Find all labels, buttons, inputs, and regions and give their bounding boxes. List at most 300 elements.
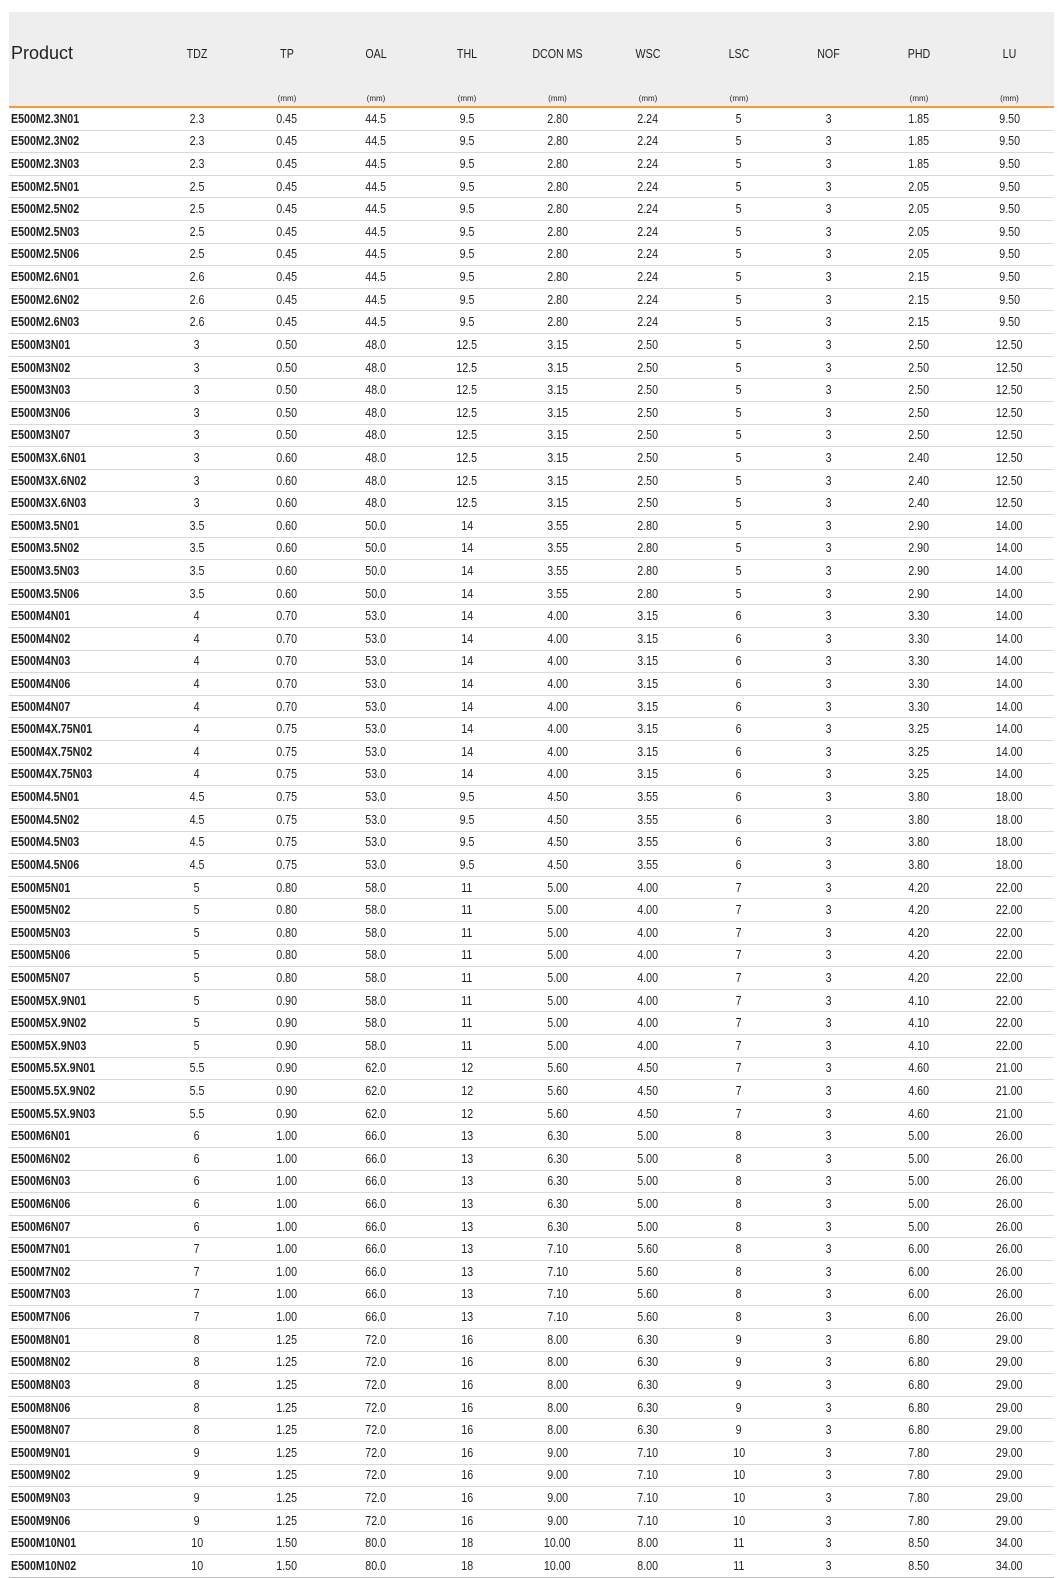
value-cell — [694, 221, 784, 244]
value-cell — [602, 175, 694, 198]
cell-text: 50.0 — [365, 540, 387, 556]
cell-text: 3 — [825, 1037, 832, 1053]
value-cell — [602, 334, 694, 357]
cell-text: 9 — [736, 1354, 742, 1370]
table-row — [9, 1148, 1054, 1171]
value-cell — [784, 1012, 873, 1035]
cell-text: 3 — [825, 766, 832, 782]
cell-text: 3.55 — [547, 540, 568, 556]
value-cell — [243, 334, 331, 357]
value-cell — [331, 831, 421, 854]
product-code-cell — [9, 695, 151, 718]
value-cell — [965, 989, 1054, 1012]
cell-text: 11 — [461, 1015, 473, 1031]
cell-text: 7.10 — [547, 1241, 568, 1257]
product-code-cell — [9, 989, 151, 1012]
product-code-cell — [9, 650, 151, 673]
value-cell — [421, 356, 513, 379]
cell-text: 7.80 — [908, 1489, 930, 1505]
cell-text: 9.5 — [459, 178, 475, 194]
value-cell — [331, 1261, 421, 1284]
value-cell — [421, 944, 513, 967]
column-header-wsc: WSC — [635, 45, 661, 61]
cell-text: 72.0 — [365, 1444, 387, 1460]
value-cell — [694, 741, 784, 764]
product-code-cell — [9, 1351, 151, 1374]
value-cell — [421, 537, 513, 560]
value-cell — [602, 673, 694, 696]
value-cell — [784, 763, 873, 786]
value-cell — [513, 921, 602, 944]
value-cell — [151, 1328, 243, 1351]
cell-text: 7.10 — [637, 1467, 659, 1483]
cell-text: 16 — [461, 1512, 473, 1528]
value-cell — [694, 266, 784, 289]
value-cell — [331, 560, 421, 583]
cell-text: 4.00 — [547, 698, 568, 714]
product-code-cell — [9, 1238, 151, 1261]
cell-text: 22.00 — [996, 924, 1023, 940]
cell-text: 58.0 — [365, 969, 387, 985]
value-cell — [513, 1012, 602, 1035]
value-cell — [965, 356, 1054, 379]
value-cell — [331, 921, 421, 944]
value-cell — [965, 718, 1054, 741]
value-cell — [965, 514, 1054, 537]
cell-text: 4.00 — [637, 879, 659, 895]
value-cell — [513, 198, 602, 221]
value-cell — [243, 1080, 331, 1103]
cell-text: E500M6N02 — [11, 1150, 71, 1166]
cell-text: 5.60 — [637, 1309, 659, 1325]
cell-text: 29.00 — [996, 1331, 1023, 1347]
cell-text: 5 — [736, 178, 742, 194]
value-cell — [873, 1057, 965, 1080]
cell-text: 10 — [191, 1557, 203, 1573]
value-cell — [421, 1012, 513, 1035]
cell-text: 14.00 — [996, 608, 1023, 624]
product-code-cell — [9, 628, 151, 651]
value-cell — [965, 1441, 1054, 1464]
cell-text: 5 — [736, 495, 742, 511]
cell-text: 3 — [825, 1309, 832, 1325]
value-cell — [513, 469, 602, 492]
table-row — [9, 786, 1054, 809]
value-cell — [602, 514, 694, 537]
cell-text: 7 — [194, 1241, 200, 1257]
cell-text: 2.80 — [547, 291, 568, 307]
value-cell — [331, 514, 421, 537]
cell-text: 7 — [736, 924, 742, 940]
value-cell — [694, 1374, 784, 1397]
value-cell — [421, 311, 513, 334]
cell-text: 7 — [736, 969, 742, 985]
table-row — [9, 243, 1054, 266]
cell-text: 9 — [194, 1489, 200, 1505]
product-code-cell — [9, 492, 151, 515]
cell-text: 5 — [736, 291, 742, 307]
cell-text: 2.80 — [547, 223, 568, 239]
cell-text: 12 — [461, 1060, 473, 1076]
value-cell — [151, 401, 243, 424]
cell-text: 2.90 — [908, 562, 930, 578]
cell-text: 8.00 — [547, 1422, 568, 1438]
cell-text: 14.00 — [996, 585, 1023, 601]
value-cell — [421, 1125, 513, 1148]
product-code-cell — [9, 130, 151, 153]
value-cell — [784, 424, 873, 447]
table-row — [9, 673, 1054, 696]
cell-text: 0.60 — [276, 495, 298, 511]
cell-text: 7 — [736, 992, 742, 1008]
cell-text: 0.75 — [276, 811, 298, 827]
cell-text: 18 — [461, 1535, 473, 1551]
value-cell — [602, 424, 694, 447]
value-cell — [965, 695, 1054, 718]
cell-text: 3 — [825, 969, 832, 985]
value-cell — [243, 944, 331, 967]
value-cell — [602, 153, 694, 176]
cell-text: 9 — [736, 1331, 742, 1347]
value-cell — [331, 447, 421, 470]
value-cell — [243, 854, 331, 877]
value-cell — [965, 1487, 1054, 1510]
cell-text: 7.80 — [908, 1444, 930, 1460]
cell-text: 7.10 — [547, 1263, 568, 1279]
value-cell — [331, 492, 421, 515]
value-cell — [243, 221, 331, 244]
cell-text: 7.10 — [637, 1444, 659, 1460]
product-code-cell — [9, 288, 151, 311]
cell-text: 2.24 — [637, 133, 659, 149]
value-cell — [243, 1306, 331, 1329]
value-cell — [784, 1034, 873, 1057]
cell-text: 5.60 — [637, 1286, 659, 1302]
cell-text: 66.0 — [365, 1150, 387, 1166]
product-code-cell — [9, 831, 151, 854]
value-cell — [784, 741, 873, 764]
cell-text: E500M4.5N03 — [11, 834, 80, 850]
cell-text: 3 — [194, 382, 200, 398]
cell-text: 6 — [194, 1128, 200, 1144]
cell-text: 9.5 — [459, 811, 475, 827]
table-row — [9, 1351, 1054, 1374]
value-cell — [243, 989, 331, 1012]
cell-text: 11 — [733, 1557, 745, 1573]
value-cell — [965, 1057, 1054, 1080]
value-cell — [694, 153, 784, 176]
cell-text: 6 — [736, 608, 742, 624]
value-cell — [965, 1193, 1054, 1216]
column-unit — [784, 94, 873, 107]
value-cell — [151, 808, 243, 831]
value-cell — [694, 1148, 784, 1171]
cell-text: 26.00 — [996, 1286, 1023, 1302]
value-cell — [513, 967, 602, 990]
cell-text: 6 — [736, 653, 742, 669]
cell-text: 4.00 — [637, 947, 659, 963]
table-row — [9, 1306, 1054, 1329]
value-cell — [784, 1328, 873, 1351]
value-cell — [784, 899, 873, 922]
cell-text: 9 — [736, 1376, 742, 1392]
cell-text: 5 — [736, 110, 742, 126]
cell-text: 3 — [194, 359, 200, 375]
cell-text: E500M5.5X.9N03 — [11, 1105, 96, 1121]
cell-text: 48.0 — [365, 472, 387, 488]
cell-text: 0.60 — [276, 472, 298, 488]
value-cell — [421, 266, 513, 289]
cell-text: 8 — [736, 1150, 742, 1166]
value-cell — [151, 379, 243, 402]
product-code-cell — [9, 379, 151, 402]
cell-text: E500M5N06 — [11, 947, 71, 963]
product-code-cell — [9, 944, 151, 967]
value-cell — [151, 1080, 243, 1103]
value-cell — [784, 266, 873, 289]
cell-text: 6 — [736, 766, 742, 782]
cell-text: 4 — [194, 721, 200, 737]
cell-text: 3.15 — [637, 698, 659, 714]
cell-text: E500M2.5N06 — [11, 246, 80, 262]
value-cell — [421, 808, 513, 831]
table-row — [9, 605, 1054, 628]
product-code-cell — [9, 1487, 151, 1510]
cell-text: 3 — [825, 336, 832, 352]
cell-text: 2.24 — [637, 291, 659, 307]
value-cell — [965, 153, 1054, 176]
cell-text: 1.00 — [276, 1150, 298, 1166]
table-row — [9, 107, 1054, 130]
value-cell — [873, 1261, 965, 1284]
value-cell — [873, 243, 965, 266]
cell-text: 5.00 — [637, 1218, 659, 1234]
cell-text: 8 — [736, 1309, 742, 1325]
value-cell — [421, 854, 513, 877]
column-header-lu: LU — [1002, 45, 1017, 61]
value-cell — [421, 288, 513, 311]
cell-text: 4.20 — [908, 969, 930, 985]
value-cell — [243, 876, 331, 899]
cell-text: 6 — [736, 789, 742, 805]
table-row — [9, 221, 1054, 244]
cell-text: 6.30 — [637, 1399, 659, 1415]
cell-text: 50.0 — [365, 517, 387, 533]
cell-text: 12.50 — [996, 449, 1023, 465]
value-cell — [513, 514, 602, 537]
cell-text: 5 — [736, 540, 742, 556]
cell-text: 26.00 — [996, 1241, 1023, 1257]
cell-text: 0.90 — [276, 1105, 298, 1121]
cell-text: 2.24 — [637, 156, 659, 172]
cell-text: 1.25 — [276, 1422, 298, 1438]
cell-text: 3 — [825, 1196, 832, 1212]
value-cell — [873, 1012, 965, 1035]
value-cell — [151, 1306, 243, 1329]
value-cell — [602, 695, 694, 718]
cell-text: 8 — [736, 1241, 742, 1257]
product-code-cell — [9, 1170, 151, 1193]
value-cell — [331, 1012, 421, 1035]
cell-text: 3 — [825, 1015, 832, 1031]
value-cell — [694, 1261, 784, 1284]
cell-text: 10 — [733, 1512, 745, 1528]
value-cell — [513, 944, 602, 967]
value-cell — [602, 560, 694, 583]
cell-text: 5 — [736, 359, 742, 375]
cell-text: 16 — [461, 1444, 473, 1460]
cell-text: E500M4N03 — [11, 653, 71, 669]
cell-text: 3 — [825, 902, 832, 918]
cell-text: 3 — [194, 495, 200, 511]
column-unit: (mm) — [331, 94, 421, 107]
cell-text: 0.50 — [276, 359, 298, 375]
cell-text: 9.50 — [999, 314, 1020, 330]
value-cell — [694, 311, 784, 334]
cell-text: 6.30 — [637, 1376, 659, 1392]
cell-text: 12.50 — [996, 495, 1023, 511]
value-cell — [784, 356, 873, 379]
table-row — [9, 876, 1054, 899]
cell-text: 7 — [736, 902, 742, 918]
cell-text: 5 — [736, 562, 742, 578]
cell-text: 14 — [461, 630, 473, 646]
table-row — [9, 356, 1054, 379]
value-cell — [151, 537, 243, 560]
column-unit: (mm) — [694, 94, 784, 107]
cell-text: 3.15 — [637, 676, 659, 692]
value-cell — [331, 379, 421, 402]
cell-text: E500M2.3N03 — [11, 156, 80, 172]
product-code-cell — [9, 854, 151, 877]
cell-text: 1.00 — [276, 1196, 298, 1212]
column-header-thl: THL — [456, 45, 478, 61]
cell-text: 3 — [194, 449, 200, 465]
table-row — [9, 469, 1054, 492]
value-cell — [513, 650, 602, 673]
cell-text: 1.00 — [276, 1263, 298, 1279]
cell-text: 2.05 — [908, 246, 930, 262]
product-code-cell — [9, 786, 151, 809]
value-cell — [784, 560, 873, 583]
value-cell — [331, 899, 421, 922]
cell-text: 2.24 — [637, 201, 659, 217]
cell-text: 5.00 — [637, 1196, 659, 1212]
value-cell — [331, 1080, 421, 1103]
value-cell — [243, 1396, 331, 1419]
cell-text: 9.5 — [459, 201, 475, 217]
cell-text: 2.50 — [637, 427, 659, 443]
value-cell — [784, 628, 873, 651]
product-code-cell — [9, 266, 151, 289]
table-row — [9, 1215, 1054, 1238]
value-cell — [965, 1125, 1054, 1148]
value-cell — [965, 311, 1054, 334]
table-row — [9, 537, 1054, 560]
value-cell — [513, 1283, 602, 1306]
cell-text: E500M2.6N02 — [11, 291, 80, 307]
cell-text: 50.0 — [365, 562, 387, 578]
value-cell — [151, 288, 243, 311]
cell-text: 53.0 — [365, 811, 387, 827]
cell-text: 3 — [825, 676, 832, 692]
value-cell — [873, 1283, 965, 1306]
cell-text: 2.80 — [637, 517, 659, 533]
cell-text: 2.6 — [189, 314, 205, 330]
table-header — [9, 12, 1054, 107]
value-cell — [331, 786, 421, 809]
cell-text: E500M6N07 — [11, 1218, 71, 1234]
value-cell — [421, 469, 513, 492]
value-cell — [513, 379, 602, 402]
value-cell — [243, 628, 331, 651]
cell-text: 4.50 — [637, 1105, 659, 1121]
cell-text: 1.25 — [276, 1354, 298, 1370]
value-cell — [151, 356, 243, 379]
table-row — [9, 1193, 1054, 1216]
value-cell — [694, 1441, 784, 1464]
column-header-tdz: TDZ — [186, 45, 208, 61]
value-cell — [873, 424, 965, 447]
cell-text: 4.5 — [189, 856, 205, 872]
value-cell — [965, 1351, 1054, 1374]
cell-text: 7.80 — [908, 1512, 930, 1528]
product-code-cell — [9, 1464, 151, 1487]
cell-text: 14.00 — [996, 721, 1023, 737]
cell-text: 9.5 — [459, 223, 475, 239]
cell-text: 44.5 — [365, 133, 387, 149]
table-row — [9, 198, 1054, 221]
value-cell — [331, 1170, 421, 1193]
product-code-cell — [9, 899, 151, 922]
cell-text: 3.5 — [189, 540, 205, 556]
value-cell — [243, 447, 331, 470]
value-cell — [784, 1215, 873, 1238]
cell-text: 6 — [736, 856, 742, 872]
cell-text: 3 — [825, 246, 832, 262]
cell-text: 8 — [736, 1218, 742, 1234]
value-cell — [243, 356, 331, 379]
value-cell — [331, 1487, 421, 1510]
cell-text: 0.50 — [276, 427, 298, 443]
cell-text: 2.90 — [908, 517, 930, 533]
cell-text: 22.00 — [996, 879, 1023, 895]
value-cell — [873, 1328, 965, 1351]
value-cell — [151, 921, 243, 944]
value-cell — [421, 763, 513, 786]
cell-text: E500M3N07 — [11, 427, 71, 443]
cell-text: 13 — [461, 1241, 473, 1257]
value-cell — [873, 1148, 965, 1171]
value-cell — [513, 243, 602, 266]
value-cell — [602, 1283, 694, 1306]
cell-text: 3 — [825, 992, 832, 1008]
cell-text: 0.45 — [276, 314, 298, 330]
table-row — [9, 1328, 1054, 1351]
value-cell — [965, 831, 1054, 854]
cell-text: 29.00 — [996, 1444, 1023, 1460]
product-code-cell — [9, 582, 151, 605]
value-cell — [694, 243, 784, 266]
cell-text: 16 — [461, 1422, 473, 1438]
cell-text: 7 — [194, 1309, 200, 1325]
value-cell — [243, 1238, 331, 1261]
value-cell — [513, 1396, 602, 1419]
value-cell — [331, 469, 421, 492]
value-cell — [421, 1193, 513, 1216]
cell-text: 5.00 — [908, 1173, 930, 1189]
cell-text: 22.00 — [996, 947, 1023, 963]
